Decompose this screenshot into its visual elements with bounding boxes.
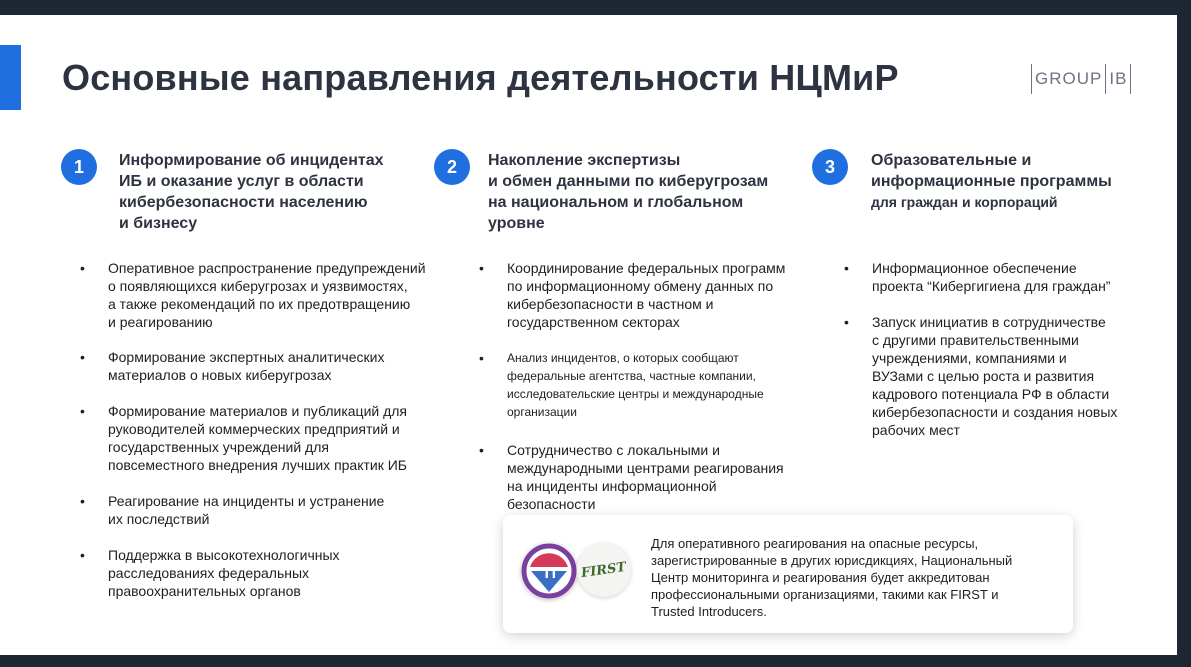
list-item: • Реагирование на инциденты и устранение их последствий <box>80 492 460 528</box>
logo-text-right: IB <box>1109 69 1128 88</box>
column-3-bullets <box>844 259 1154 439</box>
list-item: • Координирование федеральных программ по информационному обмену данных по кибербезопасности в частном и государственном секторах <box>479 259 819 331</box>
step-number-1: 1 <box>61 149 97 185</box>
list-item: • Анализ инцидентов, о которых сообщают федеральные агентства, частные компании, исследовательские центры и международные организации <box>479 349 819 421</box>
column-2-bullets <box>479 259 819 513</box>
list-item: • Информационное обеспечение проекта “Кибергигиена для граждан” <box>844 259 1154 295</box>
ti-logo-text: TI <box>541 565 557 582</box>
slide <box>0 15 1177 655</box>
list-item: • Формирование материалов и публикаций для руководителей коммерческих предприятий и государственных учреждений для повсеместного внедрения лучших практик ИБ <box>80 402 460 474</box>
step-number-2: 2 <box>434 149 470 185</box>
step-number-3: 3 <box>812 149 848 185</box>
page-title: Основные направления деятельности НЦМиР <box>62 57 899 98</box>
list-item: • Сотрудничество с локальными и международными центрами реагирования на инциденты информационной безопасности <box>479 441 819 513</box>
accreditation-callout <box>503 515 1073 633</box>
list-item: • Запуск инициатив в сотрудничестве с другими правительственными учреждениями, компаниями и ВУЗами с целью роста и развития кадрового потенциала РФ в области кибербезопасности и создания новых рабочих мест <box>844 313 1154 439</box>
trusted-introducer-logo <box>521 543 577 599</box>
callout-text: Для оперативного реагирования на опасные ресурсы, зарегистрированные в других юрисдикциях, Национальный Центр мониторинга и реагирования будет аккредитован профессиональными организациями, такими как FIRST и Trusted Introducers. <box>651 536 1013 619</box>
column-1-bullets <box>80 259 460 600</box>
first-logo: FIRST <box>577 543 631 597</box>
column-1-heading: Информирование об инцидентах ИБ и оказание услуг в области кибербезопасности населению и бизнесу <box>119 152 384 232</box>
logo-text-left: GROUP <box>1035 69 1103 88</box>
column-2-heading: Накопление экспертизы и обмен данными по киберугрозам на национальном и глобальном уровне <box>488 152 769 232</box>
accent-bar <box>0 45 21 110</box>
list-item: • Оперативное распространение предупреждений о появляющихся киберугрозах и уязвимостях, а также рекомендаций по их предотвращению и реагированию <box>80 259 460 331</box>
list-item: • Формирование экспертных аналитических материалов о новых киберугрозах <box>80 348 460 384</box>
list-item: • Поддержка в высокотехнологичных расследованиях федеральных правоохранительных органов <box>80 546 460 600</box>
group-ib-logo <box>1028 64 1134 94</box>
column-3-heading: Образовательные и информационные программы для граждан и корпораций <box>871 152 1112 210</box>
